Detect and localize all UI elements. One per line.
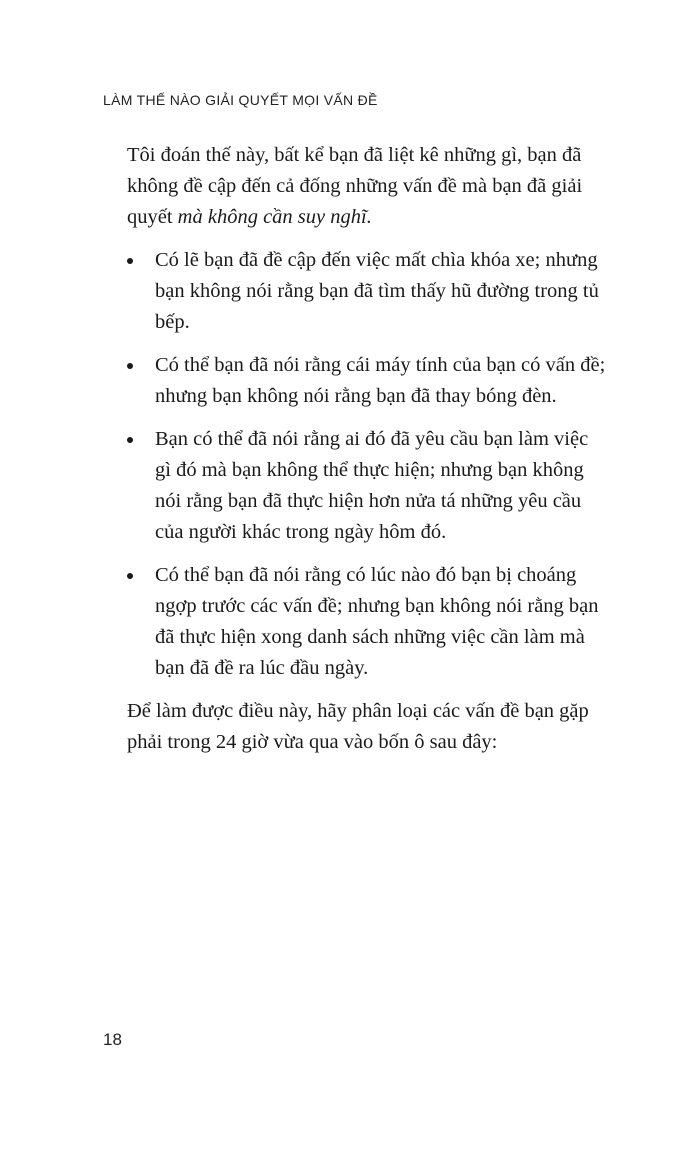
bullet-dot-icon [127,437,133,443]
list-item [127,245,607,338]
list-item-text: Có thể bạn đã nói rằng cái máy tính của bạn có vấn đề; nhưng bạn không nói rằng bạn đã thay bóng đèn. [155,354,606,407]
intro-text: Tôi đoán thế này, bất kể bạn đã liệt kê những gì, bạn đã không đề cập đến cả đống những vấn đề mà bạn đã giải quyết [127,144,583,228]
bullet-dot-icon [127,363,133,369]
list-item [127,350,607,412]
bullet-list [127,245,607,684]
list-item [127,424,607,548]
outro-paragraph: Để làm được điều này, hãy phân loại các vấn đề bạn gặp phải trong 24 giờ vừa qua vào bốn ô sau đây: [127,700,589,753]
intro-emphasis: mà không cần suy nghĩ. [177,206,372,228]
list-item-text: Có lẽ bạn đã đề cập đến việc mất chìa khóa xe; nhưng bạn không nói rằng bạn đã tìm thấy hũ đường trong tủ bếp. [155,249,599,333]
page-body [127,140,607,758]
list-item [127,560,607,684]
list-item-text: Có thể bạn đã nói rằng có lúc nào đó bạn bị choáng ngợp trước các vấn đề; nhưng bạn không nói rằng bạn đã thực hiện xong danh sách những việc cần làm mà bạn đã đề ra lúc đầu ngày. [155,564,599,679]
running-header: LÀM THẾ NÀO GIẢI QUYẾT MỌI VẤN ĐỀ [103,92,378,108]
page-number: 18 [103,1030,122,1049]
bullet-dot-icon [127,573,133,579]
list-item-text: Bạn có thể đã nói rằng ai đó đã yêu cầu bạn làm việc gì đó mà bạn không thể thực hiện; nhưng bạn không nói rằng bạn đã thực hiện hơn nửa tá những yêu cầu của người khác trong ngày hôm đó. [155,428,589,543]
bullet-dot-icon [127,258,133,264]
intro-paragraph [127,140,607,233]
